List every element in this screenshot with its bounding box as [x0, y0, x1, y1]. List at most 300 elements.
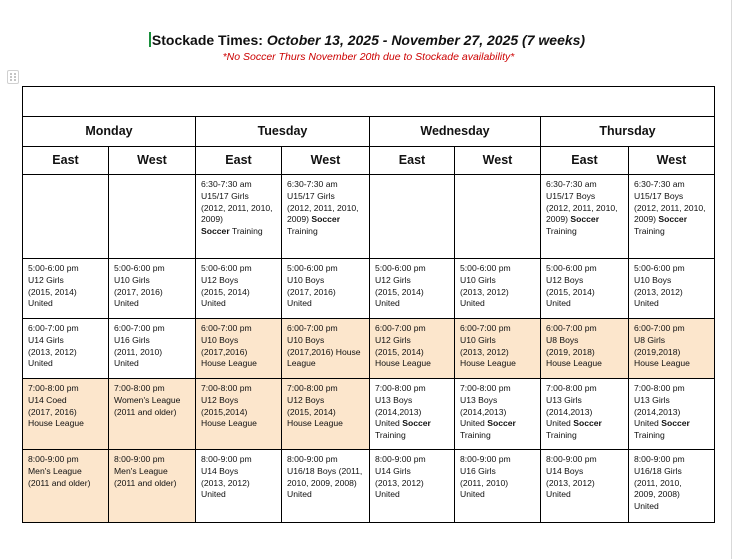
cell-text: 6:00-7:00 pm — [375, 323, 426, 333]
cell-line — [634, 395, 709, 407]
cell-text: 7:00-8:00 pm — [546, 383, 597, 393]
soccer-keyword: Soccer — [311, 214, 341, 225]
cell-line — [375, 454, 449, 466]
cell-line — [634, 335, 709, 347]
schedule-cell[interactable] — [455, 319, 541, 379]
cell-text: U15/17 Boys — [546, 190, 596, 201]
cell-line — [546, 191, 623, 203]
cell-text: League — [287, 358, 316, 369]
cell-text: U16 Girls — [114, 334, 150, 345]
cell-line — [546, 287, 623, 299]
cell-line — [375, 358, 449, 370]
cell-text: 5:00-6:00 pm — [28, 263, 79, 273]
cell-line — [114, 395, 190, 407]
cell-text: U15/17 Girls — [201, 190, 249, 201]
cell-text: (2014,2013) — [375, 406, 422, 417]
cell-line — [114, 407, 190, 419]
table-blank-row[interactable] — [23, 87, 715, 117]
cell-line — [287, 226, 364, 238]
cell-line — [114, 275, 190, 287]
cell-line — [114, 347, 190, 359]
cell-line — [287, 347, 364, 359]
cell-line — [375, 298, 449, 310]
text-cursor — [149, 32, 151, 47]
cell-line — [375, 478, 449, 490]
cell-line — [460, 298, 535, 310]
schedule-cell[interactable] — [282, 319, 370, 379]
cell-text: (2011 and older) — [28, 477, 91, 488]
availability-note: *No Soccer Thurs November 20th due to Stockade availability* — [222, 51, 515, 63]
cell-line — [375, 466, 449, 478]
cell-line — [201, 466, 276, 478]
cell-text: 7:00-8:00 pm — [28, 383, 79, 393]
cell-text: (2017, 2016) — [28, 406, 77, 417]
cell-line — [28, 454, 103, 466]
cell-text: (2013, 2012) — [460, 286, 509, 297]
cell-text: United — [375, 418, 403, 429]
cell-line — [28, 407, 103, 419]
schedule-cell[interactable] — [541, 450, 629, 523]
cell-text: United — [634, 501, 659, 512]
cell-text: United — [287, 298, 312, 309]
cell-line — [634, 430, 709, 442]
cell-text: United — [634, 418, 662, 429]
cell-text: U16 Girls — [460, 465, 496, 476]
cell-text: U10 Boys — [634, 274, 672, 285]
cell-text: 5:00-6:00 pm — [201, 263, 252, 273]
cell-line — [546, 203, 623, 215]
cell-line — [634, 347, 709, 359]
schedule-cell[interactable] — [629, 175, 715, 259]
cell-text: U12 Boys — [546, 274, 584, 285]
cell-text: U12 Boys — [201, 274, 239, 285]
cell-text: 5:00-6:00 pm — [375, 263, 426, 273]
cell-text: 2009) — [201, 214, 223, 225]
cell-text: United — [460, 489, 485, 500]
cell-text: 2010, 2009, 2008) — [287, 477, 357, 488]
schedule-cell[interactable] — [541, 175, 629, 259]
cell-text: (2013, 2012) — [546, 477, 595, 488]
schedule-cell[interactable] — [109, 175, 196, 259]
schedule-cell[interactable] — [370, 175, 455, 259]
cell-text: (2017,2016) — [201, 346, 248, 357]
cell-text: 5:00-6:00 pm — [114, 263, 165, 273]
cell-text: 2009) — [634, 214, 659, 225]
cell-text: 2009) — [287, 214, 312, 225]
cell-text: (2012, 2011, 2010, — [634, 202, 706, 213]
cell-line — [114, 323, 190, 335]
cell-line — [546, 383, 623, 395]
cell-text: Training — [546, 430, 577, 441]
cell-text: U14 Girls — [375, 465, 411, 476]
schedule-cell[interactable] — [370, 379, 455, 450]
cell-line — [28, 287, 103, 299]
cell-text: 7:00-8:00 pm — [375, 383, 426, 393]
side-header: East — [541, 147, 629, 175]
cell-text: (2013, 2012) — [28, 346, 77, 357]
cell-text: U14 Girls — [28, 334, 64, 345]
cell-text: United — [460, 298, 485, 309]
cell-line — [287, 298, 364, 310]
cell-text: U15/17 Boys — [634, 190, 684, 201]
cell-line — [201, 287, 276, 299]
cell-line — [114, 263, 190, 275]
cell-line — [546, 418, 623, 430]
cell-line — [375, 418, 449, 430]
schedule-cell[interactable] — [23, 379, 109, 450]
cell-text: United — [201, 298, 226, 309]
cell-line — [634, 418, 709, 430]
cell-line — [634, 454, 709, 466]
cell-text: 8:00-9:00 pm — [28, 454, 79, 464]
cell-line — [634, 466, 709, 478]
day-header-monday: Monday — [23, 117, 196, 147]
side-header: West — [282, 147, 370, 175]
cell-text: 6:00-7:00 pm — [28, 323, 79, 333]
schedule-cell[interactable] — [370, 450, 455, 523]
cell-line — [375, 347, 449, 359]
cell-text: U13 Girls — [546, 394, 582, 405]
cell-line — [460, 347, 535, 359]
schedule-cell[interactable] — [455, 379, 541, 450]
cell-text: (2012, 2011, 2010, — [201, 202, 273, 213]
cell-line — [375, 430, 449, 442]
page-edge — [731, 0, 732, 559]
cell-line — [546, 407, 623, 419]
cell-text: (2019, 2018) — [546, 346, 595, 357]
schedule-cell[interactable] — [23, 259, 109, 319]
cell-line — [460, 466, 535, 478]
cell-text: (2017, 2016) — [114, 286, 163, 297]
cell-text: 8:00-9:00 pm — [460, 454, 511, 464]
cell-line — [546, 298, 623, 310]
cell-text: U15/17 Girls — [287, 190, 335, 201]
side-header: West — [455, 147, 541, 175]
cell-text: (2014,2013) — [546, 406, 593, 417]
cell-line — [460, 430, 535, 442]
cell-line — [28, 383, 103, 395]
schedule-cell[interactable] — [282, 450, 370, 523]
cell-text: 7:00-8:00 pm — [287, 383, 338, 393]
cell-line — [375, 263, 449, 275]
schedule-cell[interactable] — [370, 319, 455, 379]
cell-text: (2014,2013) — [460, 406, 507, 417]
cell-text: 8:00-9:00 pm — [375, 454, 426, 464]
cell-text: United — [460, 418, 488, 429]
cell-text: U14 Boys — [546, 465, 584, 476]
cell-line — [460, 418, 535, 430]
cell-line — [460, 335, 535, 347]
cell-text: United — [634, 298, 659, 309]
cell-text: 5:00-6:00 pm — [460, 263, 511, 273]
cell-line — [634, 323, 709, 335]
cell-text: 7:00-8:00 pm — [460, 383, 511, 393]
side-header: East — [370, 147, 455, 175]
schedule-cell[interactable] — [282, 379, 370, 450]
schedule-table — [22, 86, 715, 523]
cell-text: U14 Coed — [28, 394, 67, 405]
cell-text: United — [375, 298, 400, 309]
cell-text: U10 Boys — [201, 334, 239, 345]
side-header: West — [629, 147, 715, 175]
cell-text: U12 Boys — [201, 394, 239, 405]
cell-text: U8 Girls — [634, 334, 666, 345]
soccer-keyword: Soccer — [658, 214, 688, 225]
schedule-cell[interactable] — [629, 379, 715, 450]
cell-line — [201, 323, 276, 335]
side-header: West — [109, 147, 196, 175]
cell-line — [634, 287, 709, 299]
cell-text: U16/18 Boys (2011, — [287, 465, 363, 476]
cell-line — [546, 489, 623, 501]
cell-line — [287, 489, 364, 501]
schedule-cell[interactable] — [455, 259, 541, 319]
cell-line — [375, 323, 449, 335]
cell-text: 6:00-7:00 pm — [287, 323, 338, 333]
title-prefix: Stockade Times: — [151, 32, 263, 48]
cell-line — [460, 407, 535, 419]
cell-text: 6:30-7:30 am — [634, 179, 685, 189]
schedule-row — [23, 450, 715, 523]
cell-text: (2013, 2012) — [201, 477, 250, 488]
cell-text: 8:00-9:00 pm — [634, 454, 685, 464]
cell-text: 5:00-6:00 pm — [287, 263, 338, 273]
cell-line — [375, 335, 449, 347]
cell-text: U12 Girls — [28, 274, 64, 285]
cell-text: United — [546, 418, 574, 429]
cell-text: 8:00-9:00 pm — [287, 454, 338, 464]
cell-text: (2017, 2016) — [287, 286, 336, 297]
cell-text: House League — [28, 418, 84, 429]
cell-line — [634, 263, 709, 275]
schedule-cell[interactable] — [109, 259, 196, 319]
cell-line — [634, 203, 709, 215]
schedule-cell[interactable] — [541, 379, 629, 450]
schedule-cell[interactable] — [23, 175, 109, 259]
cell-text: U10 Boys — [287, 274, 325, 285]
cell-line — [546, 430, 623, 442]
schedule-cell[interactable] — [196, 175, 282, 259]
schedule-cell[interactable] — [196, 319, 282, 379]
cell-text: Training — [287, 226, 318, 237]
schedule-cell[interactable] — [109, 450, 196, 523]
soccer-keyword: Soccer — [570, 214, 600, 225]
cell-line — [201, 298, 276, 310]
cell-line — [287, 263, 364, 275]
cell-text: 6:00-7:00 pm — [634, 323, 685, 333]
schedule-cell[interactable] — [196, 259, 282, 319]
cell-text: (2015,2014) — [201, 406, 248, 417]
cell-text: (2011 and older) — [114, 406, 177, 417]
cell-line — [201, 489, 276, 501]
cell-text: (2015, 2014) — [375, 286, 424, 297]
schedule-cell[interactable] — [196, 450, 282, 523]
cell-line — [201, 478, 276, 490]
cell-text: U10 Girls — [460, 274, 496, 285]
cell-line — [287, 179, 364, 191]
schedule-cell[interactable] — [629, 319, 715, 379]
cell-line — [460, 383, 535, 395]
cell-text: United — [28, 298, 53, 309]
cell-line — [546, 263, 623, 275]
schedule-cell[interactable] — [370, 259, 455, 319]
cell-text: House League — [287, 418, 343, 429]
cell-text: United — [546, 489, 571, 500]
cell-text: Training — [229, 226, 263, 237]
cell-text: House League — [201, 418, 257, 429]
schedule-cell[interactable] — [282, 259, 370, 319]
cell-text: House League — [546, 358, 602, 369]
schedule-cell[interactable] — [541, 259, 629, 319]
cell-line — [634, 358, 709, 370]
cell-line — [28, 418, 103, 430]
cell-line — [114, 478, 190, 490]
cell-text: U13 Girls — [634, 394, 670, 405]
cell-line — [634, 226, 709, 238]
cell-line — [287, 275, 364, 287]
side-header: East — [23, 147, 109, 175]
soccer-keyword: Soccer — [487, 418, 516, 429]
cell-text: (2015, 2014) — [546, 286, 595, 297]
schedule-cell[interactable] — [455, 450, 541, 523]
cell-text: Women's League — [114, 394, 181, 405]
cell-line — [546, 214, 623, 226]
side-header: East — [196, 147, 282, 175]
cell-text: 7:00-8:00 pm — [114, 383, 165, 393]
schedule-row — [23, 259, 715, 319]
cell-text: 6:30-7:30 am — [201, 179, 252, 189]
cell-text: 6:30-7:30 am — [287, 179, 338, 189]
soccer-keyword: Soccer — [402, 418, 431, 429]
cell-line — [201, 179, 276, 191]
cell-text: (2011, 2010) — [460, 477, 509, 488]
schedule-cell[interactable] — [629, 259, 715, 319]
cell-line — [546, 323, 623, 335]
cell-text: Training — [460, 430, 491, 441]
schedule-cell[interactable] — [23, 450, 109, 523]
cell-line — [634, 489, 709, 501]
cell-text: U12 Girls — [375, 334, 411, 345]
cell-text: 8:00-9:00 pm — [201, 454, 252, 464]
cell-line — [287, 418, 364, 430]
cell-line — [114, 335, 190, 347]
cell-text: 2009) — [546, 214, 571, 225]
cell-line — [114, 358, 190, 370]
cell-line — [375, 395, 449, 407]
cell-text: 6:00-7:00 pm — [460, 323, 511, 333]
cell-line — [201, 347, 276, 359]
cell-text: U10 Boys — [287, 334, 325, 345]
schedule-cell[interactable] — [541, 319, 629, 379]
cell-text: (2013, 2012) — [460, 346, 509, 357]
schedule-cell[interactable] — [23, 319, 109, 379]
schedule-cell[interactable] — [282, 175, 370, 259]
cell-line — [460, 478, 535, 490]
cell-text: 6:00-7:00 pm — [114, 323, 165, 333]
cell-text: U12 Boys — [287, 394, 325, 405]
cell-text: U8 Boys — [546, 334, 579, 345]
cell-text: (2015, 2014) — [287, 406, 336, 417]
cell-line — [28, 275, 103, 287]
cell-line — [201, 263, 276, 275]
schedule-cell[interactable] — [455, 175, 541, 259]
cell-line — [114, 454, 190, 466]
cell-text: United — [114, 298, 139, 309]
schedule-cell[interactable] — [196, 379, 282, 450]
cell-text: (2019,2018) — [634, 346, 681, 357]
cell-line — [546, 466, 623, 478]
cell-text: (2013, 2012) — [375, 477, 424, 488]
cell-line — [546, 335, 623, 347]
cell-line — [634, 298, 709, 310]
cell-line — [201, 226, 276, 238]
cell-text: U13 Boys — [375, 394, 413, 405]
cell-text: 2009, 2008) — [634, 489, 680, 500]
cell-text: Training — [546, 226, 577, 237]
soccer-keyword: Soccer — [573, 418, 602, 429]
cell-text: (2011, 2010, — [634, 477, 682, 488]
cell-text: United — [375, 489, 400, 500]
cell-line — [546, 347, 623, 359]
cell-line — [634, 191, 709, 203]
table-drag-handle-icon[interactable] — [7, 70, 19, 84]
cell-text: United — [114, 358, 139, 369]
day-header-wednesday: Wednesday — [370, 117, 541, 147]
cell-text: (2011 and older) — [114, 477, 177, 488]
cell-line — [28, 347, 103, 359]
cell-line — [287, 287, 364, 299]
cell-text: 8:00-9:00 pm — [546, 454, 597, 464]
cell-line — [114, 466, 190, 478]
cell-line — [460, 287, 535, 299]
cell-line — [28, 395, 103, 407]
schedule-cell[interactable] — [629, 450, 715, 523]
cell-text: 7:00-8:00 pm — [634, 383, 685, 393]
schedule-row — [23, 379, 715, 450]
schedule-cell[interactable] — [109, 319, 196, 379]
cell-line — [28, 263, 103, 275]
cell-line — [460, 263, 535, 275]
cell-text: House League — [375, 358, 431, 369]
cell-text: 8:00-9:00 pm — [114, 454, 165, 464]
cell-line — [201, 407, 276, 419]
schedule-cell[interactable] — [109, 379, 196, 450]
cell-line — [287, 214, 364, 226]
cell-text: (2015, 2014) — [375, 346, 424, 357]
cell-line — [28, 466, 103, 478]
cell-line — [634, 214, 709, 226]
cell-text: (2015, 2014) — [28, 286, 77, 297]
cell-line — [28, 335, 103, 347]
cell-text: (2012, 2011, 2010, — [287, 202, 359, 213]
cell-text: 6:00-7:00 pm — [546, 323, 597, 333]
cell-line — [201, 203, 276, 215]
cell-text: (2015, 2014) — [201, 286, 250, 297]
cell-line — [634, 501, 709, 513]
cell-line — [287, 203, 364, 215]
cell-line — [634, 179, 709, 191]
schedule-row — [23, 319, 715, 379]
cell-text: 7:00-8:00 pm — [201, 383, 252, 393]
schedule-row — [23, 175, 715, 259]
cell-text: House League — [634, 358, 690, 369]
cell-text: House League — [460, 358, 516, 369]
cell-line — [460, 395, 535, 407]
cell-line — [460, 454, 535, 466]
cell-text: (2013, 2012) — [634, 286, 683, 297]
cell-text: (2011, 2010) — [114, 346, 163, 357]
cell-line — [634, 383, 709, 395]
